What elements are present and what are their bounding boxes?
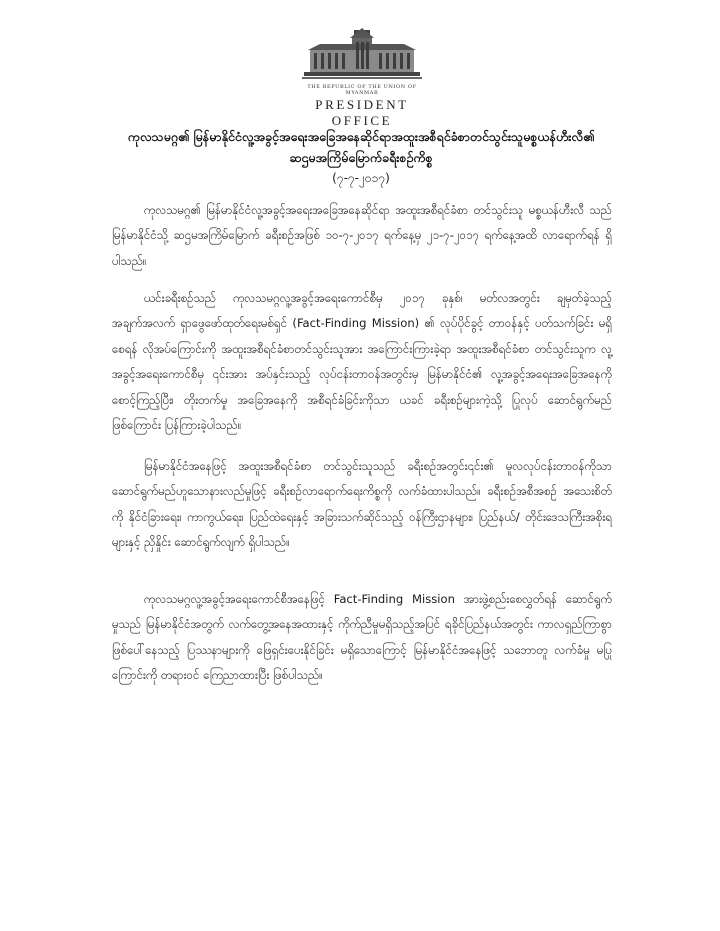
paragraph-3 [112,454,612,556]
statement-date: (၇-၇-၂၀၁၇) [332,171,390,185]
paragraph-2 [112,286,612,438]
title-line-1: ကုလသမဂ္ဂ၏ မြန်မာနိုင်ငံလူ့အခွင့်အရေးအခြေအနေဆိုင်ရာအထူးအစီရင်ခံစာတင်သွင်းသူမစ္စယန်ဟီးလီ၏ [127,129,595,144]
paragraph-2-text: ယင်းခရီးစဉ်သည် ကုလသမဂ္ဂလူ့အခွင့်အရေးကောင်စီမှ ၂၀၁၇ ခုနှစ်၊ မတ်လအတွင်း ချမှတ်ခဲ့သည့် အချက်အလက် ရှာဖွေဖော်ထုတ်ရေးမစ်ရှင် (Fact-Finding Mission) ၏ လုပ်ပိုင်ခွင့် တာဝန်နှင့် ပတ်သက်ခြင်း မရှိစေရန် လိုအပ်ကြောင်းကို အထူးအစီရင်ခံစာတင်သွင်းသူအား အကြောင်းကြားခဲ့ရာ အထူးအစီရင်ခံစာ တင်သွင်းသူက လူ့အခွင့်အရေးကောင်စီမှ ၎င်းအား အပ်နှင်းသည့် လုပ်ငန်းတာဝန်အတွင်းမှ မြန်မာနိုင်ငံ၏ လူ့အခွင့်အရေးအခြေအနေကို စောင့်ကြည့်ပြီး၊ တိုးတက်မှု အခြေအနေကို အစီရင်ခံခြင်းကိုသာ ယခင် ခရီးစဉ်များကဲ့သို့ ပြုလုပ် ဆောင်ရွက်မည် ဖြစ်ကြောင်း ပြန်ကြားခဲ့ပါသည်။ [112,291,612,433]
office-name: PRESIDENT OFFICE [315,97,409,128]
seal-subtitle: THE REPUBLIC OF THE UNION OF MYANMAR [307,84,417,96]
paragraph-3-text: မြန်မာနိုင်ငံအနေဖြင့် အထူးအစီရင်ခံစာ တင်သွင်းသူသည် ခရီးစဉ်အတွင်း၎င်း၏ မူလလုပ်ငန်းတာဝန်ကိုသာ ဆောင်ရွက်မည်ဟူသောနားလည်မှုဖြင့် ခရီးစဉ်လာရောက်ရေးကိစ္စကို လက်ခံထားပါသည်။ ခရီးစဉ်အစီအစဉ် အသေးစိတ်ကို နိုင်ငံခြားရေး၊ ကာကွယ်ရေး၊ ပြည်ထဲရေးနှင့် အခြားသက်ဆိုင်သည့် ဝန်ကြီးဌာနများ၊ ပြည်နယ်/ တိုင်းဒေသကြီးအစိုးရများနှင့် ညှိနှိုင်း ဆောင်ရွက်လျက် ရှိပါသည်။ [112,459,612,550]
paragraph-4 [112,587,612,689]
president-office-logo [292,24,432,128]
paragraph-4-text: ကုလသမဂ္ဂလူ့အခွင့်အရေးကောင်စီအနေဖြင့် Fact-Finding Mission အားဖွဲ့စည်းစေလွှတ်ရန် ဆောင်ရွက်မှုသည် မြန်မာနိုင်ငံအတွက် လက်တွေ့အနေအထားနှင့် ကိုက်ညီမှုမရှိသည့်အပြင် ရခိုင်ပြည်နယ်အတွင်း ကာလရှည်ကြာစွာ ဖြစ်ပေါ်နေသည့် ပြဿနာများကို ဖြေရှင်းပေးနိုင်ခြင်း မရှိသောကြောင့် မြန်မာနိုင်ငံအနေဖြင့် သဘောတူ လက်ခံမှု မပြုကြောင်းကို တရားဝင် ကြေညာထားပြီး ဖြစ်ပါသည်။ [112,592,612,683]
paragraph-1-text: ကုလသမဂ္ဂ၏ မြန်မာနိုင်ငံလူ့အခွင့်အရေးအခြေအနေဆိုင်ရာ အထူးအစီရင်ခံစာ တင်သွင်းသူ မစ္စယန်ဟီးလီ သည် မြန်မာနိုင်ငံသို့ ဆဌမအကြိမ်မြောက် ခရီးစဉ်အဖြစ် ၁၀-၇-၂၀၁၇ ရက်နေ့မှ ၂၁-၇-၂၀၁၇ ရက်နေ့အထိ လာရောက်ရန် ရှိပါသည်။ [112,203,612,268]
statement-title [96,126,626,168]
title-line-2: ဆဌမအကြိမ်မြောက်ခရီးစဉ်ကိစ္စ [289,150,433,165]
paragraph-1 [112,198,612,274]
president-office-building-icon [302,24,422,82]
